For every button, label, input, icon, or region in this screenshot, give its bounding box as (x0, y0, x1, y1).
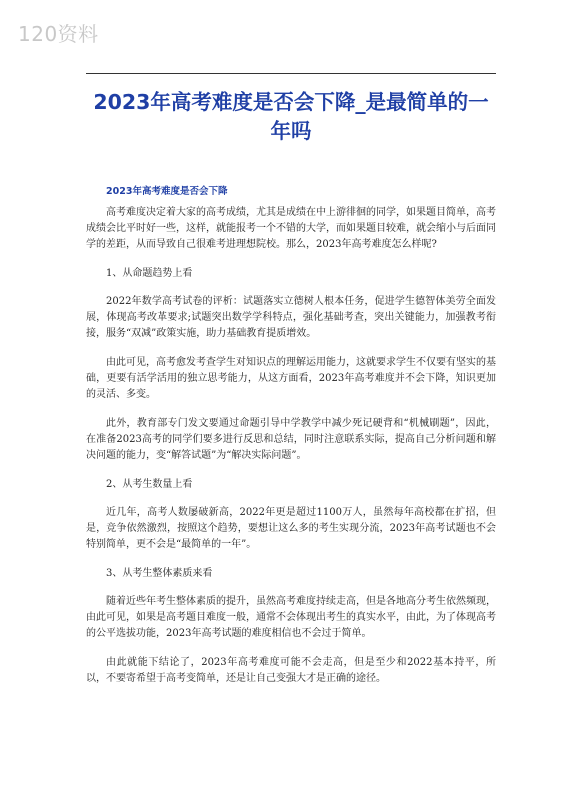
paragraph: 2022年数学高考试卷的评析：试题落实立德树人根本任务，促进学生德智体美劳全面发展，体现高考改革要求;试题突出数学学科特点，强化基础考查，突出关键能力，加强教考衔接，服务“双减”政策实施，助力基础教育提质增效。 (86, 296, 496, 339)
paragraph: 此外，教育部专门发文要通过命题引导中学教学中减少死记硬背和“机械刷题”，因此，在准备2023高考的同学们要多进行反思和总结，同时注意联系实际，提高自己分析问题和解决问题的能力，变“解答试题”为“解决实际问题”。 (86, 418, 496, 461)
subheading-2: 2、从考生数量上看 (106, 479, 193, 490)
paragraph: 随着近些年考生整体素质的提升，虽然高考难度持续走高，但是各地高分考生依然频现，由此可见，如果是高考题目难度一般，通常不会体现出考生的真实水平，由此，为了体现高考的公平选拔功能，2023年高考试题的难度相信也不会过于简单。 (86, 596, 496, 639)
paragraph-intro: 高考难度决定着大家的高考成绩，尤其是成绩在中上游徘徊的同学，如果题目简单，高考成绩会比平时好一些，这样，就能报考一个不错的大学，而如果题目较难，就会缩小与后面同学的差距，从而导致自己很难考进理想院校。那么，2023年高考难度怎么样呢? (86, 207, 496, 250)
subheading-3: 3、从考生整体素质来看 (106, 568, 213, 579)
section-title: 2023年高考难度是否会下降 (106, 186, 228, 197)
header-rule (86, 73, 496, 74)
document-body (86, 205, 496, 700)
paragraph: 近几年，高考人数屡破新高，2022年更是超过1100万人，虽然每年高校都在扩招，但是，竞争依然激烈，按照这个趋势，要想让这么多的考生实现分流，2023年高考试题也不会特别简单，更不会是“最简单的一年”。 (86, 507, 496, 550)
watermark-logo: 120资料 (18, 22, 99, 46)
paragraph-conclusion: 由此就能下结论了，2023年高考难度可能不会走高，但是至少和2022基本持平，所以，不要寄希望于高考变简单，还是让自己变强大才是正确的途径。 (86, 657, 496, 684)
subheading-1: 1、从命题趋势上看 (106, 268, 193, 279)
paragraph: 由此可见，高考愈发考查学生对知识点的理解运用能力，这就要求学生不仅要有坚实的基础，更要有活学活用的独立思考能力，从这方面看，2023年高考难度并不会下降，知识更加的灵活、多变。 (86, 357, 496, 400)
document-title: 2023年高考难度是否会下降_是最简单的一年吗 (93, 90, 489, 143)
